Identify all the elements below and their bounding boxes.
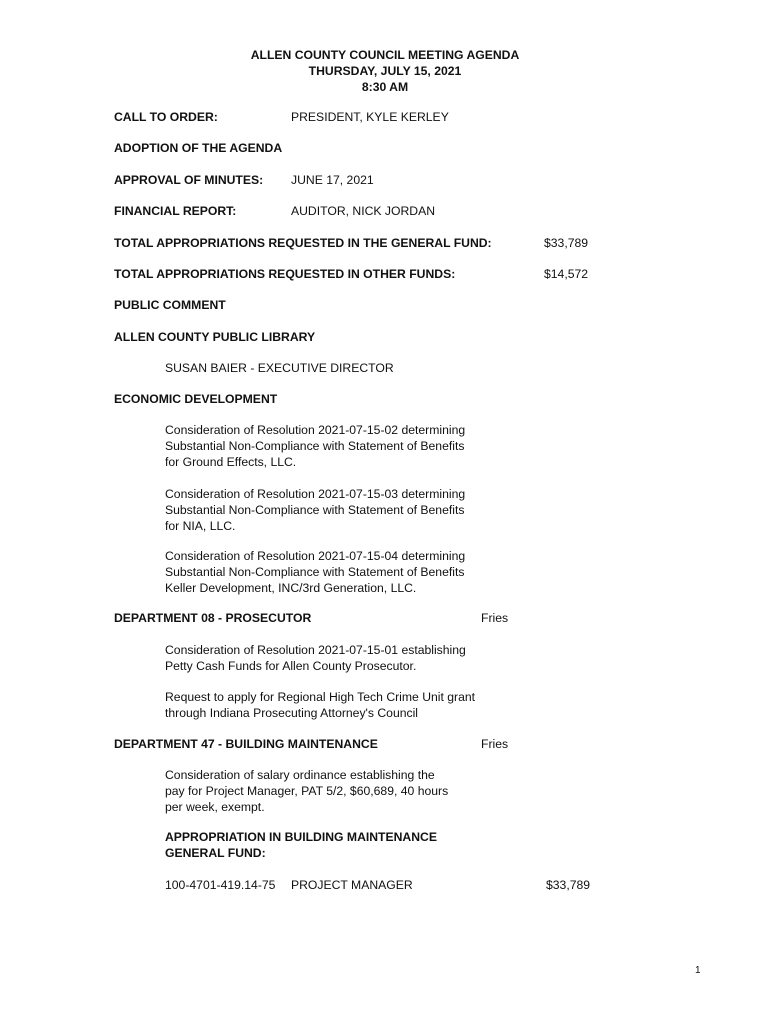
dept-08-item-2-line: through Indiana Prosecuting Attorney's Council (165, 706, 419, 720)
total-other-funds-label: TOTAL APPROPRIATIONS REQUESTED IN OTHER FUNDS: (114, 267, 456, 281)
page-number: 1 (695, 965, 701, 976)
appropriation-subheading-line: APPROPRIATION IN BUILDING MAINTENANCE (165, 830, 437, 844)
total-general-fund-label: TOTAL APPROPRIATIONS REQUESTED IN THE GENERAL FUND: (114, 236, 492, 250)
econ-item-3-line: Keller Development, INC/3rd Generation, LLC. (165, 581, 417, 595)
public-comment-heading: PUBLIC COMMENT (114, 298, 226, 312)
economic-development-heading: ECONOMIC DEVELOPMENT (114, 392, 278, 406)
dept-08-item-2-line: Request to apply for Regional High Tech Crime Unit grant (165, 690, 476, 704)
adoption-of-agenda: ADOPTION OF THE AGENDA (114, 141, 283, 155)
total-other-funds-amount: $14,572 (544, 267, 589, 281)
line-item-description: PROJECT MANAGER (291, 878, 413, 892)
econ-item-2 (165, 486, 465, 534)
dept-47-heading: DEPARTMENT 47 - BUILDING MAINTENANCE (114, 737, 378, 751)
econ-item-2-line: Consideration of Resolution 2021-07-15-03 determining (165, 487, 466, 501)
dept-08-sponsor: Fries (481, 611, 509, 625)
appropriation-subheading (165, 829, 437, 861)
econ-item-1 (165, 422, 465, 470)
econ-item-1-line: Consideration of Resolution 2021-07-15-02 determining (165, 423, 466, 437)
total-general-fund-amount: $33,789 (544, 236, 589, 250)
meeting-date: THURSDAY, JULY 15, 2021 (308, 64, 462, 78)
call-to-order-value: PRESIDENT, KYLE KERLEY (291, 110, 449, 124)
library-item: SUSAN BAIER - EXECUTIVE DIRECTOR (165, 361, 394, 375)
dept-47-item-1 (165, 767, 448, 815)
dept-47-item-1-line: per week, exempt. (165, 800, 265, 814)
line-item-amount: $33,789 (546, 878, 591, 892)
econ-item-1-line: Substantial Non-Compliance with Statement of Benefits (165, 439, 465, 453)
financial-report-label: FINANCIAL REPORT: (114, 204, 237, 218)
dept-47-item-1-line: Consideration of salary ordinance establishing the (165, 768, 435, 782)
econ-item-1-line: for Ground Effects, LLC. (165, 455, 297, 469)
call-to-order-label: CALL TO ORDER: (114, 110, 218, 124)
econ-item-2-line: for NIA, LLC. (165, 519, 236, 533)
econ-item-3-line: Consideration of Resolution 2021-07-15-04 determining (165, 549, 466, 563)
dept-08-heading: DEPARTMENT 08 - PROSECUTOR (114, 611, 312, 625)
dept-08-item-1-line: Consideration of Resolution 2021-07-15-01 establishing (165, 643, 466, 657)
econ-item-3-line: Substantial Non-Compliance with Statement of Benefits (165, 565, 465, 579)
agenda-title: ALLEN COUNTY COUNCIL MEETING AGENDA (250, 48, 520, 62)
line-item-account: 100-4701-419.14-75 (165, 878, 276, 892)
appropriation-subheading-line: GENERAL FUND: (165, 846, 266, 860)
dept-47-item-1-line: pay for Project Manager, PAT 5/2, $60,689, 40 hours (165, 784, 449, 798)
dept-08-item-1-line: Petty Cash Funds for Allen County Prosecutor. (165, 659, 417, 673)
econ-item-3 (165, 548, 465, 596)
econ-item-2-line: Substantial Non-Compliance with Statement of Benefits (165, 503, 465, 517)
library-heading: ALLEN COUNTY PUBLIC LIBRARY (114, 330, 316, 344)
dept-08-item-2 (165, 689, 475, 721)
dept-47-sponsor: Fries (481, 737, 509, 751)
dept-08-item-1 (165, 642, 466, 674)
approval-of-minutes-value: JUNE 17, 2021 (291, 173, 374, 187)
financial-report-value: AUDITOR, NICK JORDAN (291, 204, 436, 218)
approval-of-minutes-label: APPROVAL OF MINUTES: (114, 173, 264, 187)
meeting-time: 8:30 AM (361, 80, 409, 94)
